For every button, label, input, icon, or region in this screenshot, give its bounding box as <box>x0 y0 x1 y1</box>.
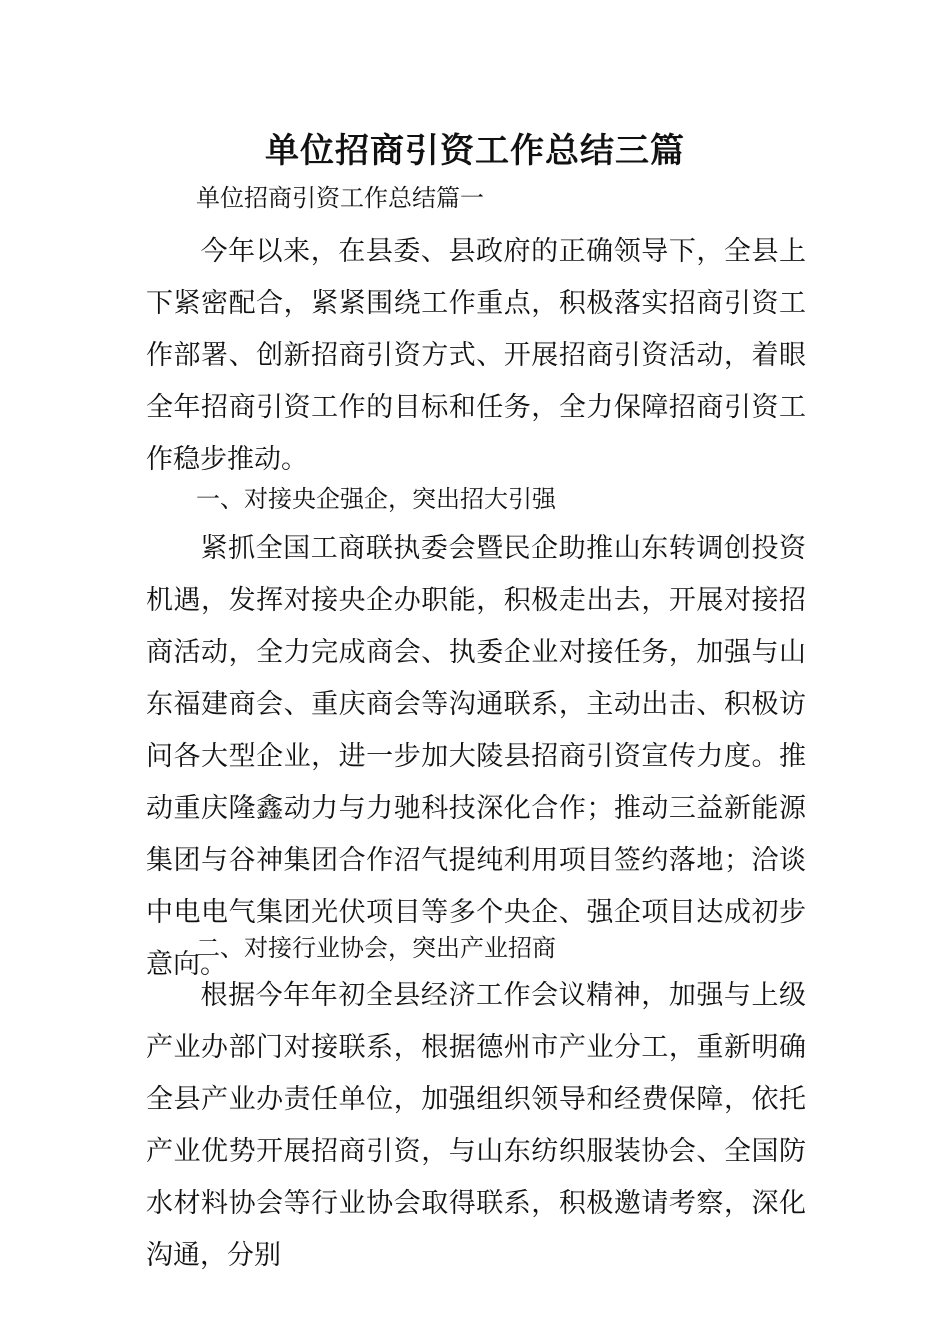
paragraph-intro <box>146 226 806 486</box>
paragraph-section-one <box>146 523 806 991</box>
paragraph-section-two <box>146 970 806 1282</box>
paragraph-section-one-text: 紧抓全国工商联执委会暨民企助推山东转调创投资机遇，发挥对接央企办职能，积极走出去，开展对接招商活动，全力完成商会、执委企业对接任务，加强与山东福建商会、重庆商会等沟通联系，主动出击、积极访问各大型企业，进一步加大陵县招商引资宣传力度。推动重庆隆鑫动力与力驰科技深化合作；推动三益新能源集团与谷神集团合作沼气提纯利用项目签约落地；洽谈中电电气集团光伏项目等多个央企、强企项目达成初步意向。 <box>146 533 806 980</box>
heading-section-two: 二、对接行业协会，突出产业招商 <box>196 934 556 962</box>
heading-section-one: 一、对接央企强企，突出招大引强 <box>196 485 556 513</box>
paragraph-section-two-text: 根据今年年初全县经济工作会议精神，加强与上级产业办部门对接联系，根据德州市产业分工，重新明确全县产业办责任单位，加强组织领导和经费保障，依托产业优势开展招商引资，与山东纺织服装协会、全国防水材料协会等行业协会取得联系，积极邀请考察，深化沟通，分别 <box>146 980 806 1271</box>
document-title: 单位招商引资工作总结三篇 <box>265 131 685 171</box>
section-subtitle: 单位招商引资工作总结篇一 <box>196 184 484 212</box>
paragraph-intro-text: 今年以来，在县委、县政府的正确领导下，全县上下紧密配合，紧紧围绕工作重点，积极落实招商引资工作部署、创新招商引资方式、开展招商引资活动，着眼全年招商引资工作的目标和任务，全力保障招商引资工作稳步推动。 <box>146 236 806 475</box>
